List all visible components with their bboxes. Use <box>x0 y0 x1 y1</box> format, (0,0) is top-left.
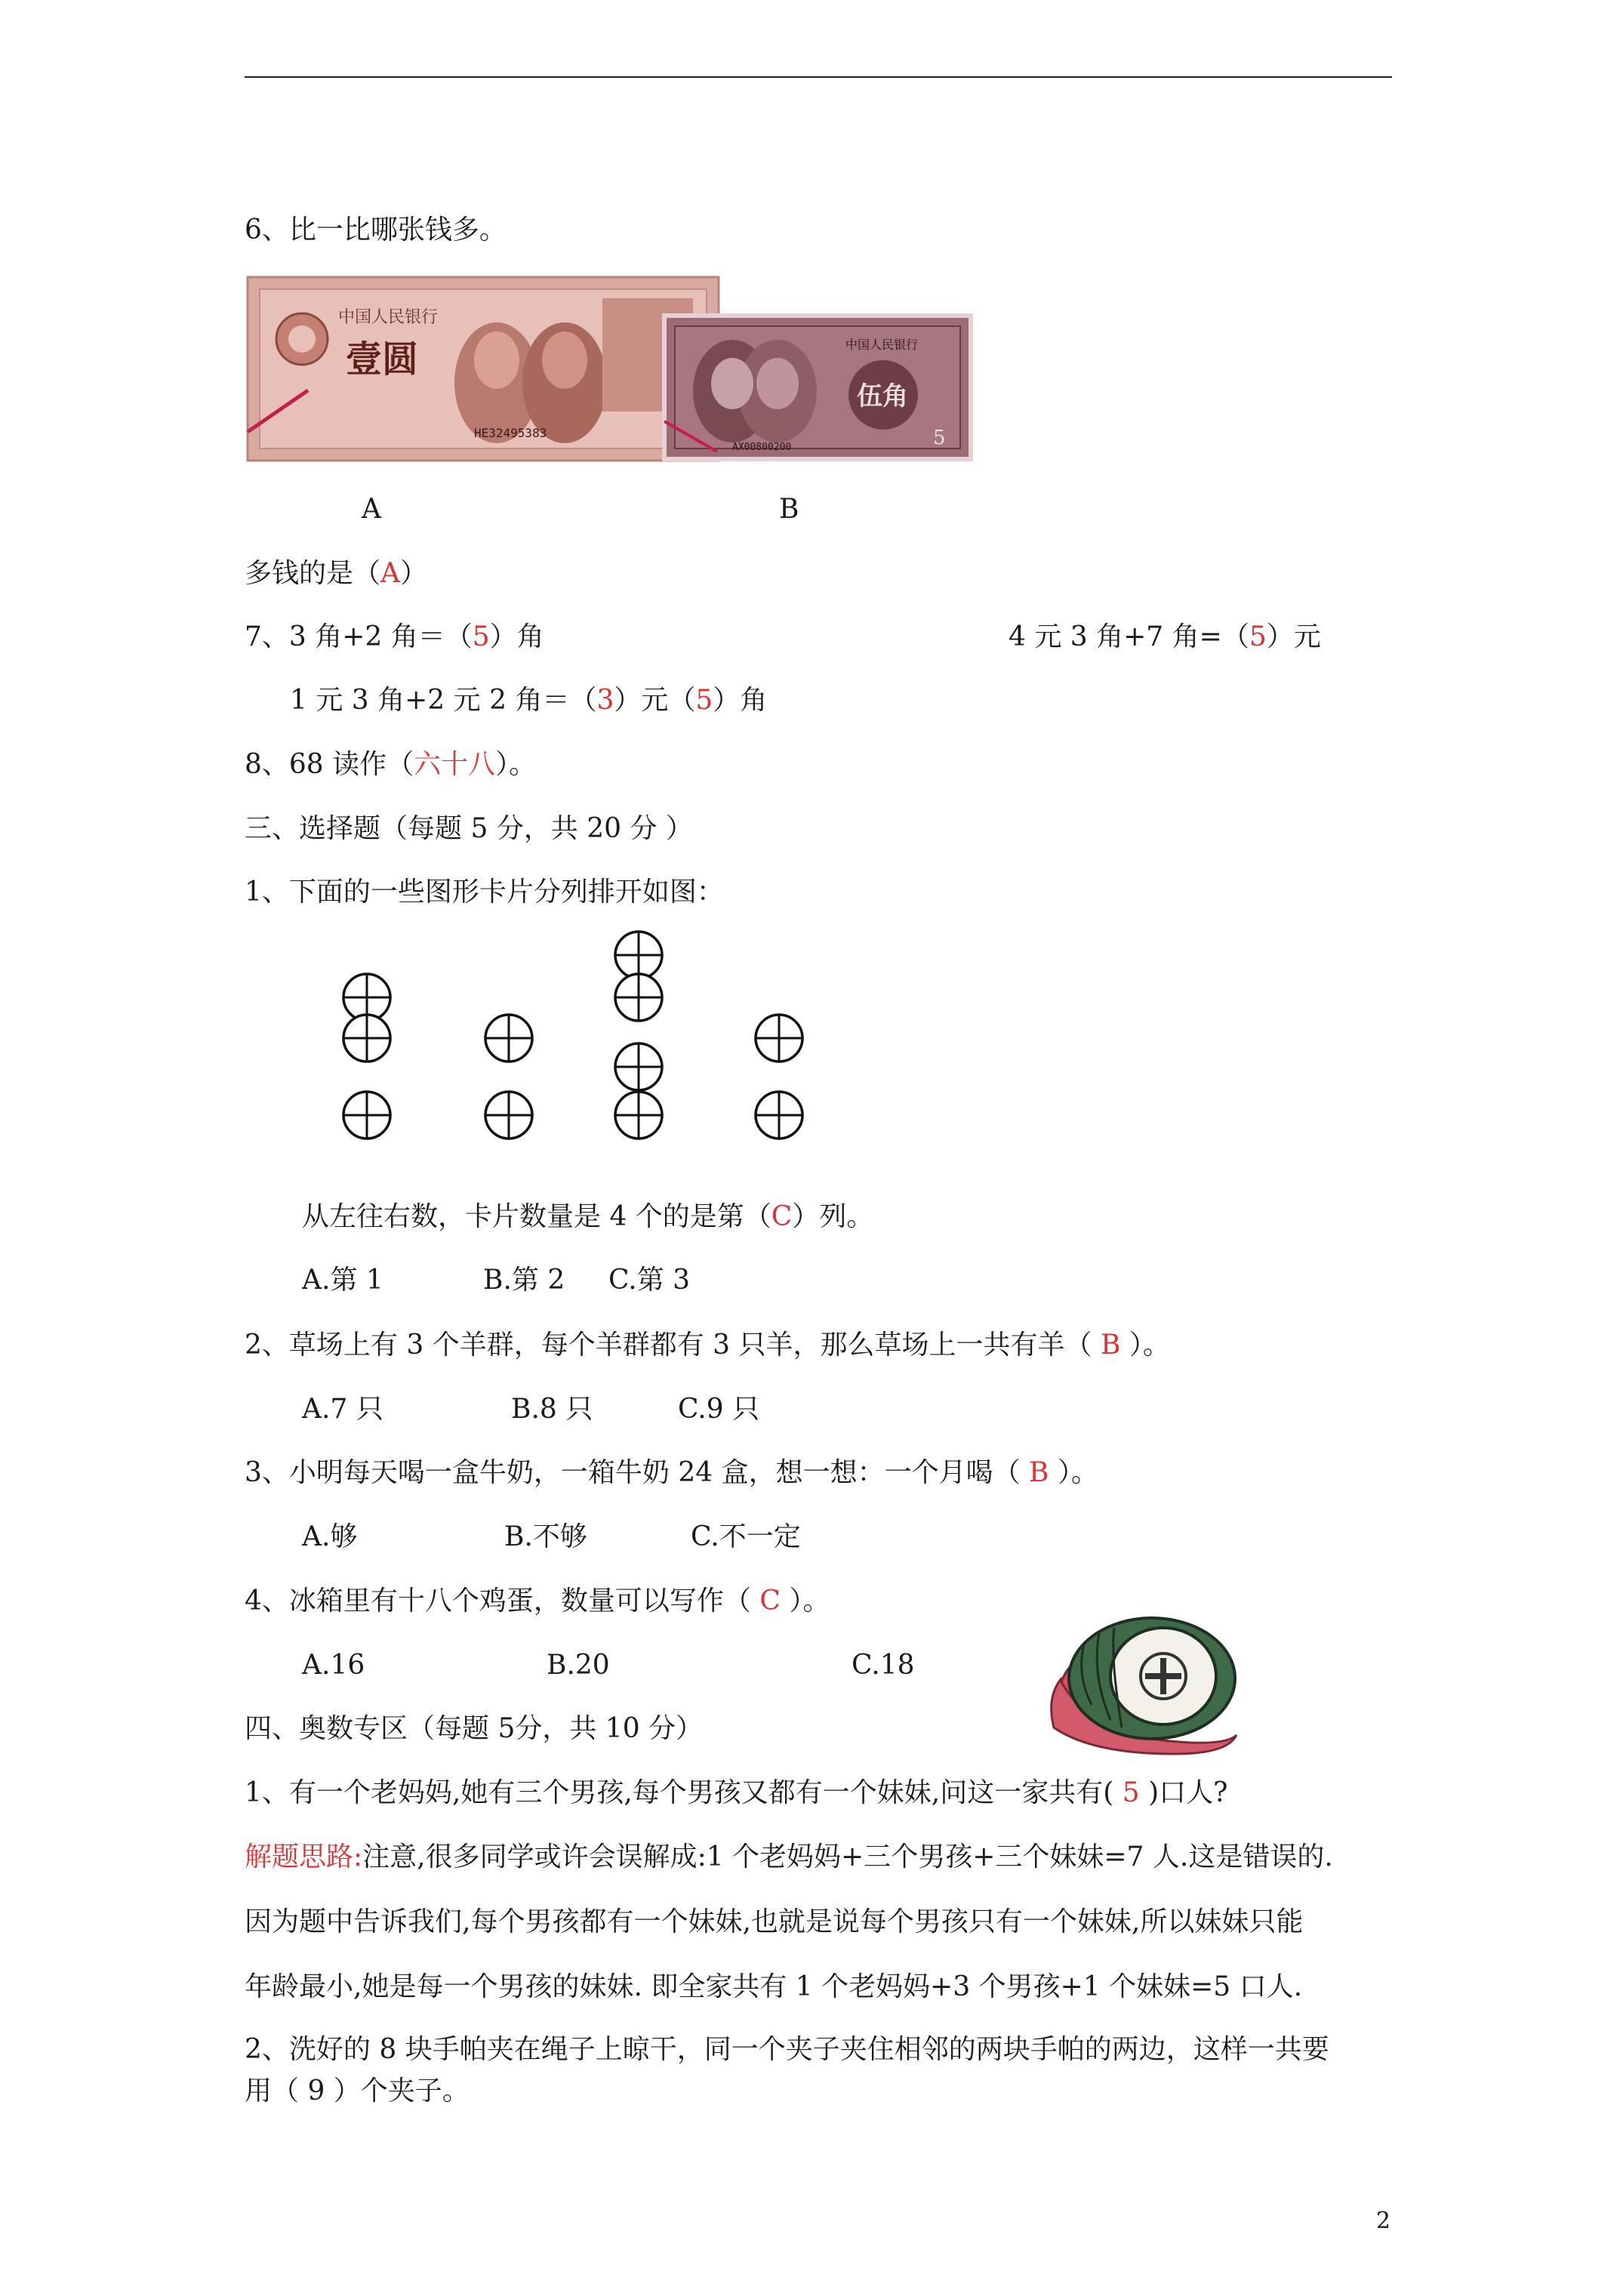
banknote-a-top-text: 中国人民银行 <box>338 308 439 327</box>
s3-q4-option-b: B.20 <box>547 1650 610 1681</box>
s3-q1-option-b: B.第 2 <box>483 1265 565 1296</box>
cards-figure <box>332 940 845 1151</box>
s3-q1-question-suffix: ）列。 <box>792 1201 874 1232</box>
s3-q2-suffix: ）。 <box>1120 1330 1170 1361</box>
section3-title: 三、选择题（每题 5 分，共 20 分 ） <box>245 813 693 844</box>
q8-answer: 六十八 <box>414 749 496 780</box>
s3-q3-suffix: ）。 <box>1049 1457 1098 1488</box>
hint-line-1: 注意,很多同学或许会误解成:1 个老妈妈+三个男孩+三个妹妹=7 人.这是错误的. <box>362 1841 1333 1872</box>
card-icon <box>756 1015 802 1062</box>
s3-q2-option-b: B.8 只 <box>511 1394 593 1425</box>
q7-line2-text: 1 元 3 角+2 元 2 角＝（ <box>290 685 597 716</box>
s3-q3-line <box>245 1456 1098 1490</box>
s4-q2-answer: 9 <box>307 2076 325 2106</box>
s3-q4-answer: C <box>759 1586 781 1616</box>
q8-text: 8、68 读作（ <box>245 749 414 780</box>
s3-q1-option-a: A.第 1 <box>302 1265 383 1296</box>
s3-q2-option-a: A.7 只 <box>302 1394 383 1425</box>
banknote-b-corner: 5 <box>933 427 946 449</box>
q6-answer-suffix: ） <box>400 558 428 589</box>
s4-q1-answer: 5 <box>1122 1777 1140 1808</box>
s4-q2-text: 用（ <box>245 2076 308 2106</box>
card-icon <box>343 1092 390 1139</box>
s4-q1-hint-1 <box>245 1841 1333 1874</box>
card-icon <box>343 1015 390 1062</box>
q7-left-text: 7、3 角+2 角＝（ <box>245 621 473 652</box>
q7-line2-suffix: ）角 <box>713 685 768 716</box>
q7-right-text: 4 元 3 角+7 角=（ <box>1009 621 1249 652</box>
q8-line <box>245 748 536 781</box>
header-rule <box>245 76 1392 78</box>
card-icon <box>615 1043 662 1090</box>
snail-illustration <box>1039 1614 1243 1758</box>
q6-answer: A <box>380 558 401 589</box>
q7-right <box>1009 621 1321 654</box>
card-icon <box>615 1092 662 1139</box>
q7-left <box>245 621 544 654</box>
q7-line2 <box>290 684 767 717</box>
s3-q3-answer: B <box>1029 1457 1049 1488</box>
s3-q1-answer: C <box>771 1201 793 1232</box>
s4-q2-line-2 <box>245 2075 470 2108</box>
s3-q2-option-c: C.9 只 <box>678 1394 760 1425</box>
s4-q2-line-1: 2、洗好的 8 块手帕夹在绳子上晾干，同一个夹子夹住相邻的两块手帕的两边，这样一共要 <box>245 2034 1329 2065</box>
q7-right-answer: 5 <box>1249 621 1267 652</box>
banknote-b-top-text: 中国人民银行 <box>845 337 919 352</box>
s4-q1-hint-2: 因为题中告诉我们,每个男孩都有一个妹妹,也就是说每个男孩只有一个妹妹,所以妹妹只能 <box>245 1906 1304 1937</box>
q7-line2-mid: ）元（ <box>614 685 696 716</box>
s3-q3-option-b: B.不够 <box>504 1521 587 1552</box>
s3-q4-text: 4、冰箱里有十八个鸡蛋，数量可以写作（ <box>245 1586 760 1616</box>
label-a: A <box>362 494 381 525</box>
label-b: B <box>779 494 799 525</box>
s3-q3-option-c: C.不一定 <box>691 1521 801 1552</box>
s3-q1-question <box>302 1200 873 1234</box>
hint-label: 解题思路: <box>245 1841 363 1872</box>
s3-q2-line <box>245 1329 1170 1362</box>
card-icon <box>615 932 662 978</box>
s4-q1-suffix: )口人? <box>1139 1777 1228 1808</box>
card-icon <box>756 1092 802 1139</box>
banknote-b-image <box>664 316 971 459</box>
q7-line2-answer-1: 3 <box>596 685 614 716</box>
q6-answer-line <box>245 557 427 590</box>
banknote-b-value: 伍角 <box>857 381 908 411</box>
s4-q1-text: 1、有一个老妈妈,她有三个男孩,每个男孩又都有一个妹妹,问这一家共有( <box>245 1777 1123 1808</box>
banknote-a-image <box>248 277 719 461</box>
s4-q1-line <box>245 1777 1227 1810</box>
s3-q2-text: 2、草场上有 3 个羊群，每个羊群都有 3 只羊，那么草场上一共有羊（ <box>245 1330 1101 1361</box>
page-number: 2 <box>1375 2208 1390 2234</box>
s3-q4-suffix: ）。 <box>780 1586 830 1616</box>
q7-line2-answer-2: 5 <box>695 685 713 716</box>
q7-right-suffix: ）元 <box>1266 621 1321 652</box>
s3-q2-answer: B <box>1100 1330 1121 1361</box>
s3-q4-option-c: C.18 <box>852 1650 915 1681</box>
s3-q3-text: 3、小明每天喝一盒牛奶，一箱牛奶 24 盒，想一想：一个月喝（ <box>245 1457 1030 1488</box>
s3-q1-option-c: C.第 3 <box>608 1265 691 1296</box>
s3-q4-option-a: A.16 <box>302 1650 365 1681</box>
q7-left-answer: 5 <box>472 621 490 652</box>
section4-title: 四、奥数专区（每题 5分，共 10 分） <box>245 1713 704 1744</box>
s4-q1-hint-3: 年龄最小,她是每一个男孩的妹妹. 即全家共有 1 个老妈妈+3 个男孩+1 个妹妹=5 口人. <box>245 1971 1303 2002</box>
banknote-b-serial: AX00800200 <box>732 442 792 453</box>
s3-q1-text: 1、下面的一些图形卡片分列排开如图： <box>245 877 724 908</box>
s3-q1-question-text: 从左往右数，卡片数量是 4 个的是第（ <box>302 1201 771 1232</box>
q6-title: 6、比一比哪张钱多。 <box>245 214 507 245</box>
card-icon <box>485 1015 532 1062</box>
s3-q4-line <box>245 1585 830 1618</box>
s4-q2-suffix: ）个夹子。 <box>325 2076 470 2106</box>
banknote-a-value: 壹圆 <box>346 338 419 381</box>
card-icon <box>485 1092 532 1139</box>
q6-answer-prefix: 多钱的是（ <box>245 558 381 589</box>
card-icon <box>615 974 662 1021</box>
s3-q3-option-a: A.够 <box>302 1521 358 1552</box>
banknote-a-serial: HE32495383 <box>474 426 547 440</box>
q8-suffix: ）。 <box>495 749 537 780</box>
q7-left-suffix: ）角 <box>489 621 544 652</box>
